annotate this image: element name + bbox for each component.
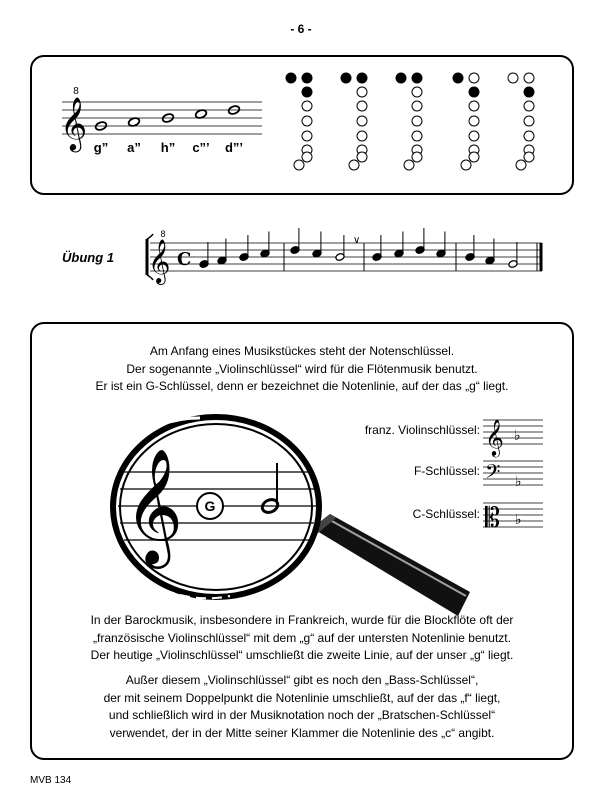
- exercise-label: Übung 1: [62, 250, 114, 265]
- text-line: Der heutige „Violinschlüssel“ umschließt die zweite Linie, auf der unser „g“ liegt.: [90, 648, 514, 662]
- baroque-paragraph: [40, 612, 564, 665]
- flat-sign: ♭: [514, 428, 521, 444]
- clef-label: F-Schlüssel:: [413, 464, 480, 478]
- alto-clef: 𝄡: [485, 503, 501, 534]
- text-line: Am Anfang eines Musikstückes steht der Notenschlüssel.: [149, 344, 455, 358]
- octave-marker: 8: [160, 229, 166, 239]
- note-name: h”: [160, 140, 176, 155]
- clef-label: C-Schlüssel:: [412, 507, 480, 521]
- treble-clef: 𝄞: [148, 239, 171, 283]
- text-line: verwendet, der in der Mitte seiner Klammer die Notenlinie des „c“ angibt.: [109, 725, 495, 740]
- bass-clef: 𝄢: [485, 460, 501, 488]
- octave-marker: 8: [73, 86, 79, 97]
- text-line: Er ist ein G-Schlüssel, denn er bezeichnet die Notenlinie, auf der das „g“ liegt.: [95, 379, 509, 393]
- other-clefs-paragraph: [40, 672, 564, 742]
- flat-sign: ♭: [515, 474, 522, 490]
- treble-clef-large: 𝄞: [124, 447, 184, 564]
- text-line: der mit seinem Doppelpunkt die Notenlinie umschließt, auf der das „f“ liegt,: [103, 690, 501, 705]
- text-line: In der Barockmusik, insbesondere in Frankreich, wurde für die Blockflöte oft der: [90, 613, 514, 627]
- note-name: c”’: [192, 140, 210, 155]
- note-name: a”: [127, 140, 141, 155]
- french-violin-clef: 𝄞: [485, 418, 504, 456]
- g-note-label: G: [204, 498, 216, 514]
- breath-mark: ∨: [353, 235, 361, 246]
- note-name: d”’: [224, 140, 244, 155]
- time-signature: C: [177, 249, 192, 270]
- publisher-code: MVB 134: [30, 775, 72, 786]
- treble-clef: 𝄞: [60, 96, 88, 150]
- text-line: Der sogenannte „Violinschlüssel“ wird für die Flötenmusik benutzt.: [126, 361, 478, 376]
- clef-label: franz. Violinschlüssel:: [364, 423, 480, 437]
- page-number: - 6 -: [290, 22, 312, 36]
- text-line: und schließlich wird in der Musiknotation noch der „Bratschen-Schlüssel“: [108, 708, 496, 722]
- text-line: Außer diesem „Violinschlüssel“ gibt es noch den „Bass-Schlüssel“,: [125, 673, 479, 687]
- text-line: „französische Violinschlüssel“ mit dem „g“ auf der untersten Notenlinie benutzt.: [93, 630, 511, 645]
- flat-sign: ♭: [515, 512, 522, 528]
- note-name: g”: [93, 140, 109, 155]
